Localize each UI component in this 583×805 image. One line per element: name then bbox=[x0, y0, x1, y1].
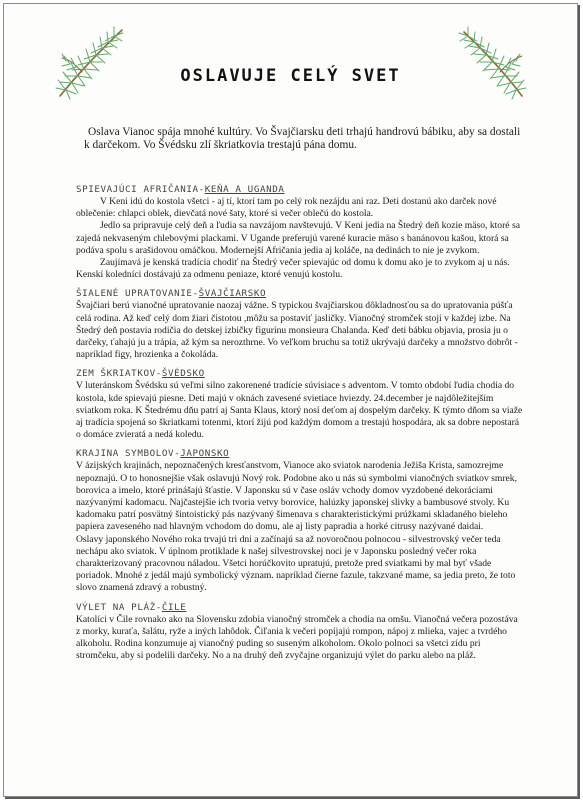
paragraph: V ázijských krajinách, nepoznačených kresťanstvom, Vianoce ako sviatok narodenia Ježiša Krista, samozrejme nepoznajú. O to honosnejšie však oslavujú Nový rok. Podobne ako u nás sú symbolmi vianočných sviatkov smrek, borovica a imelo, ktoré prinášajú šťastie. V Japonsku sú v čase osláv vchody domov vyzdobené dekoráciami nazývanými kadomacu. Najčastejšie ich tvoria vetvy borovice, halúzky japonskej slivky a bambusové stvoly. Ku kadomaku patrí posvätný šintoistický pás nazývaný šimenava s charakteristickými prúžkami skladaného bieleho papiera zaveseného nad hlavným vchodom do domu, ale aj listy papradia a horké citrusy nazývané daidai. bbox=[76, 460, 517, 533]
article-body bbox=[76, 184, 524, 670]
paragraph: Jedlo sa pripravuje celý deň a ľudia sa navzájom navštevujú. V Keni jedia na Štedrý deň kozie mäso, ktoré sa zajedá nekvaseným chlebovými plackami. V Ugande preferujú varené kuracie mäso s banánovou kašou, ktorá sa podáva spolu s arašidovou omáčkou. Modernejší Afričania jedia aj koláče, na dedinách to nie je zvykom. bbox=[76, 220, 520, 256]
section-svedsko bbox=[76, 368, 524, 441]
section-japonsko bbox=[76, 448, 524, 594]
section-heading: ŠIALENÉ UPRATOVANIE-ŠVAJČIARSKO bbox=[76, 288, 267, 300]
section-kena-uganda bbox=[76, 184, 524, 281]
intro-text: Oslava Vianoc spája mnohé kultúry. Vo Švajčiarsku deti trhajú handrovú bábiku, aby sa dostali k darčekom. Vo Švédsku zlí škriatkovia trestajú pána domu. bbox=[84, 126, 521, 151]
paragraph: Katolíci v Čile rovnako ako na Slovensku zdobia vianočný stromček a chodia na omšu. Vianočná večera pozostáva z morky, kuraťa, šalátu, ryže a iných lahôdok. Čiľania k večeri popíjajú rompon, nápoj z mlieka, vajec a tvrdého alkoholu. Rodina konzumuje aj vianočný puding so suseným alkoholom. Okolo polnoci sa všetci zídu pri stromčeku, aby si podelili darčeky. No a na druhý deň zvyčajne organizujú výlet do parku alebo na pláž. bbox=[76, 613, 518, 662]
section-heading: KRAJINA SYMBOLOV-JAPONSKO bbox=[76, 448, 230, 460]
section-svajciarsko bbox=[76, 288, 524, 361]
section-cile bbox=[76, 602, 524, 663]
paragraph: Zaujímavá je kenská tradícia chodiť na Štedrý večer spievajúc od domu k domu ako je to zvykom aj u nás. Kenskí koledníci dostávajú za odmenu peniaze, ktoré venujú kostolu. bbox=[76, 257, 510, 281]
section-heading: SPIEVAJÚCI AFRIČANIA-KEŇA A UGANDA bbox=[76, 184, 285, 195]
page-title: OSLAVUJE CELÝ SVET bbox=[180, 66, 401, 86]
paragraph: V luteránskom Švédsku sú veľmi silno zakorenené tradície súvisiace s adventom. V tomto období ľudia chodia do kostola, kde spievajú piesne. Deti majú v oknách zavesené svietiace hviezdy. 24.december je najdôležitejším sviatkom roka. K Štedrému dňu patrí aj Santa Klaus, ktorý nosí deťom aj dospelým darčeky. K týmto dňom sa viaže aj tradícia spojená so škriatkami totenmi, ktorí žijú pod každým domom a trestajú hospodára, ak sa dobre nepostará o domáce zvieratá a nedá koledu. bbox=[76, 380, 523, 441]
paragraph: Oslavy japonského Nového roka trvajú tri dni a začínajú sa až novoročnou polnocou - silvestrovský večer teda nechápu ako sviatok. V úplnom protiklade k našej silvestrovskej noci je v Japonsku posledný večer roka charakterizovaný pracovnou náladou. Všetci horúčkovito upratujú, pretože pred sviatkami by mal byť všade poriadok. Mnohé z jedál majú symbolický význam. napríklad čierne fazule, takzvané mame, sa jedia preto, že toto slovo znamená zdravý a robustný. bbox=[76, 533, 516, 594]
intro bbox=[84, 126, 524, 152]
document-page bbox=[3, 3, 578, 797]
paragraph: Švajčiari berú vianočné upratovanie naozaj vážne. S typickou švajčiarskou dôkladnosťou sa do upratovania púšťa celá rodina. Až keď celý dom žiari čistotou ,môžu sa postaviť jasličky. Vianočný stromček stojí v každej izbe. Na Štedrý deň postavia rodičia do detskej izbičky figurínu monsieura Chalanda. Keď deti bábku objavia, prosia ju o darčeky, ťahajú ju a trápia, až kým sa nerozthrne. Vo veľkom bruchu sa totiž ukrývajú darčeky a množstvo dobrôt - napríklad figy, hrozienka a čokoláda. bbox=[76, 300, 518, 361]
fir-branch-icon bbox=[452, 20, 532, 102]
paragraph: V Keni idú do kostola všetci - aj tí, ktorí tam po celý rok nezájdu ani raz. Deti dostanú ako darček nové oblečenie: chlapci oblek, dievčatá nové šaty, ktoré si večer oblečú do kostola. bbox=[76, 196, 497, 220]
section-heading: VÝLET NA PLÁŽ-ČILE bbox=[76, 601, 187, 613]
fir-branch-icon bbox=[52, 20, 132, 102]
section-heading: ZEM ŠKRIATKOV-ŠVÉDSKO bbox=[76, 368, 205, 380]
